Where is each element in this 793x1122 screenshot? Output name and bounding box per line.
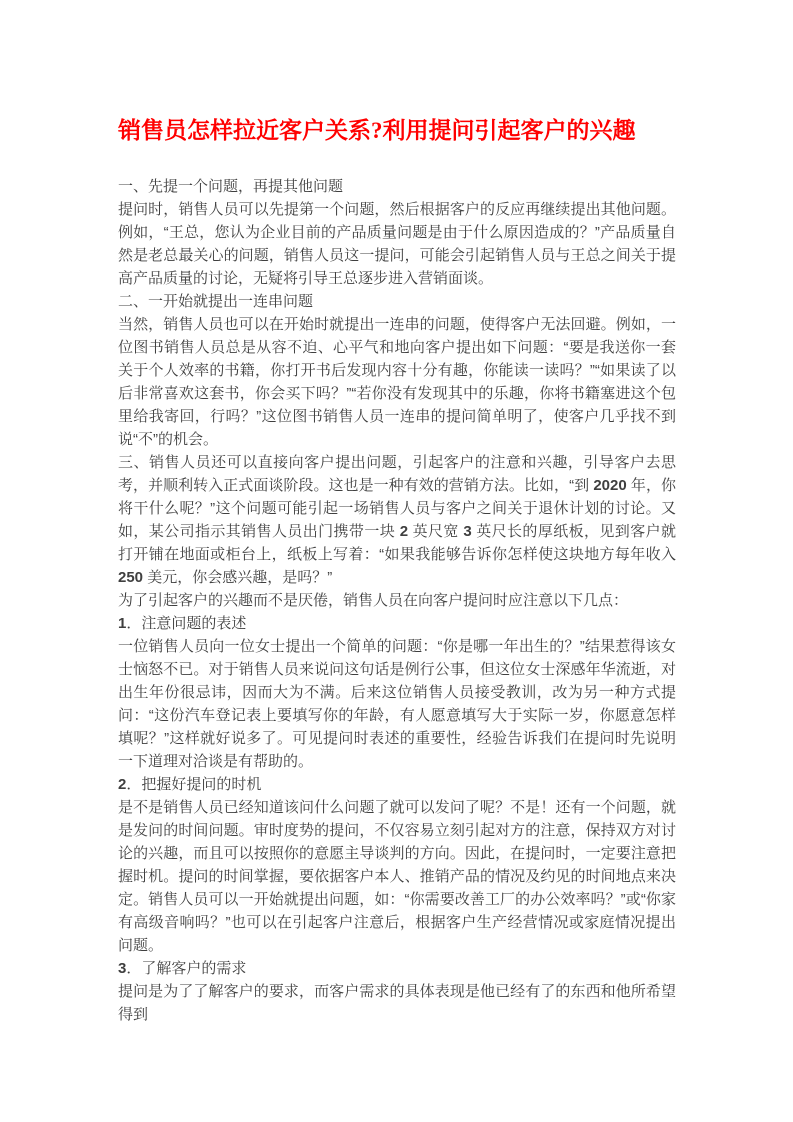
section-heading (118, 957, 676, 980)
text-run: 提问是为了了解客户的要求，而客户需求的具体表现是他已经有了的东西和他所希望得到 (118, 983, 676, 1023)
paragraph (118, 198, 676, 290)
bold-text: 3 (463, 523, 472, 540)
paragraph (118, 796, 676, 957)
paragraph (118, 589, 676, 612)
text-run: ．把握好提问的时机 (126, 776, 262, 793)
section-heading (118, 175, 676, 198)
text-run: 提问时，销售人员可以先提第一个问题，然后根据客户的反应再继续提出其他问题。例如，“王总，您认为企业目前的产品质量问题是由于什么原因造成的？”产品质量自然是老总最关心的问题，销售人员这一提问，可能会引起销售人员与王总之间关于提高产品质量的讨论，无疑将引导王总逐步进入营销面谈。 (118, 201, 676, 287)
bold-text: 250 (118, 569, 144, 586)
text-run: 一、先提一个问题，再提其他问题 (118, 178, 344, 195)
text-run: 当然，销售人员也可以在开始时就提出一连串的问题，使得客户无法回避。例如，一位图书销售人员总是从容不迫、心平气和地向客户提出如下问题：“要是我送你一套关于个人效率的书籍，你打开书后发现内容十分有趣，你能读一读吗？”“如果读了以后非常喜欢这套书，你会买下吗？”“若你没有发现其中的乐趣，你将书籍塞进这个包里给我寄回，行吗？”这位图书销售人员一连串的提问简单明了，使客户几乎找不到说“不”的机会。 (118, 316, 676, 448)
document-title: 销售员怎样拉近客户关系?利用提问引起客户的兴趣 (118, 118, 636, 143)
text-run: ．了解客户的需求 (126, 960, 247, 977)
bold-text: 2020 (593, 477, 627, 494)
text-run: ．注意问题的表述 (126, 615, 247, 632)
text-run: 美元，你会感兴趣，是吗？” (143, 569, 333, 586)
text-run: 英尺宽 (408, 523, 464, 540)
paragraph (118, 980, 676, 1026)
text-run: 一位销售人员向一位女士提出一个简单的问题：“你是哪一年出生的？”结果惹得该女士恼怒不已。对于销售人员来说问这句话是例行公事，但这位女士深感年华流逝，对出生年份很忌讳，因而大为不满。后来这位销售人员接受教训，改为另一种方式提问：“这份汽车登记表上要填写你的年龄，有人愿意填写大于实际一岁，你愿意怎样填呢？”这样就好说多了。可见提问时表述的重要性，经验告诉我们在提问时先说明一下道理对洽谈是有帮助的。 (118, 638, 676, 770)
text-run: 年，你将干什么呢？”这个问题可能引起一场销售人员与客户之间关于退休计划的讨论。又如，某公司指示其销售人员出门携带一块 (118, 477, 676, 540)
text-run: 三、销售人员还可以直接向客户提出问题，引起客户的注意和兴趣，引导客户去思考，并顺利转入正式面谈阶段。这也是一种有效的营销方法。比如，“到 (118, 454, 676, 494)
bold-text: 1 (118, 615, 127, 632)
paragraph (118, 313, 676, 451)
text-run: 为了引起客户的兴趣而不是厌倦，销售人员在向客户提问时应注意以下几点： (118, 592, 629, 609)
paragraph (118, 635, 676, 773)
text-run: 英尺长的厚纸板，见到客户就打开铺在地面或柜台上，纸板上写着：“如果我能够告诉你怎样使这块地方每年收入 (118, 523, 676, 563)
text-run: 是不是销售人员已经知道该问什么问题了就可以发问了呢？不是！还有一个问题，就是发问的时间问题。审时度势的提问，不仅容易立刻引起对方的注意，保持双方对讨论的兴趣，而且可以按照你的意愿主导谈判的方向。因此，在提问时，一定要注意把握时机。提问的时间掌握，要依据客户本人、推销产品的情况及约见的时间地点来决定。销售人员可以一开始就提出问题，如：“你需要改善工厂的办公效率吗？”或“你家有高级音响吗？”也可以在引起客户注意后，根据客户生产经营情况或家庭情况提出问题。 (118, 799, 676, 954)
bold-text: 2 (118, 776, 127, 793)
paragraph (118, 451, 676, 589)
document-body (118, 175, 676, 1026)
section-heading (118, 612, 676, 635)
bold-text: 2 (399, 523, 409, 540)
section-heading (118, 773, 676, 796)
text-run: 二、一开始就提出一连串问题 (118, 293, 314, 310)
bold-text: 3 (118, 960, 127, 977)
section-heading (118, 290, 676, 313)
